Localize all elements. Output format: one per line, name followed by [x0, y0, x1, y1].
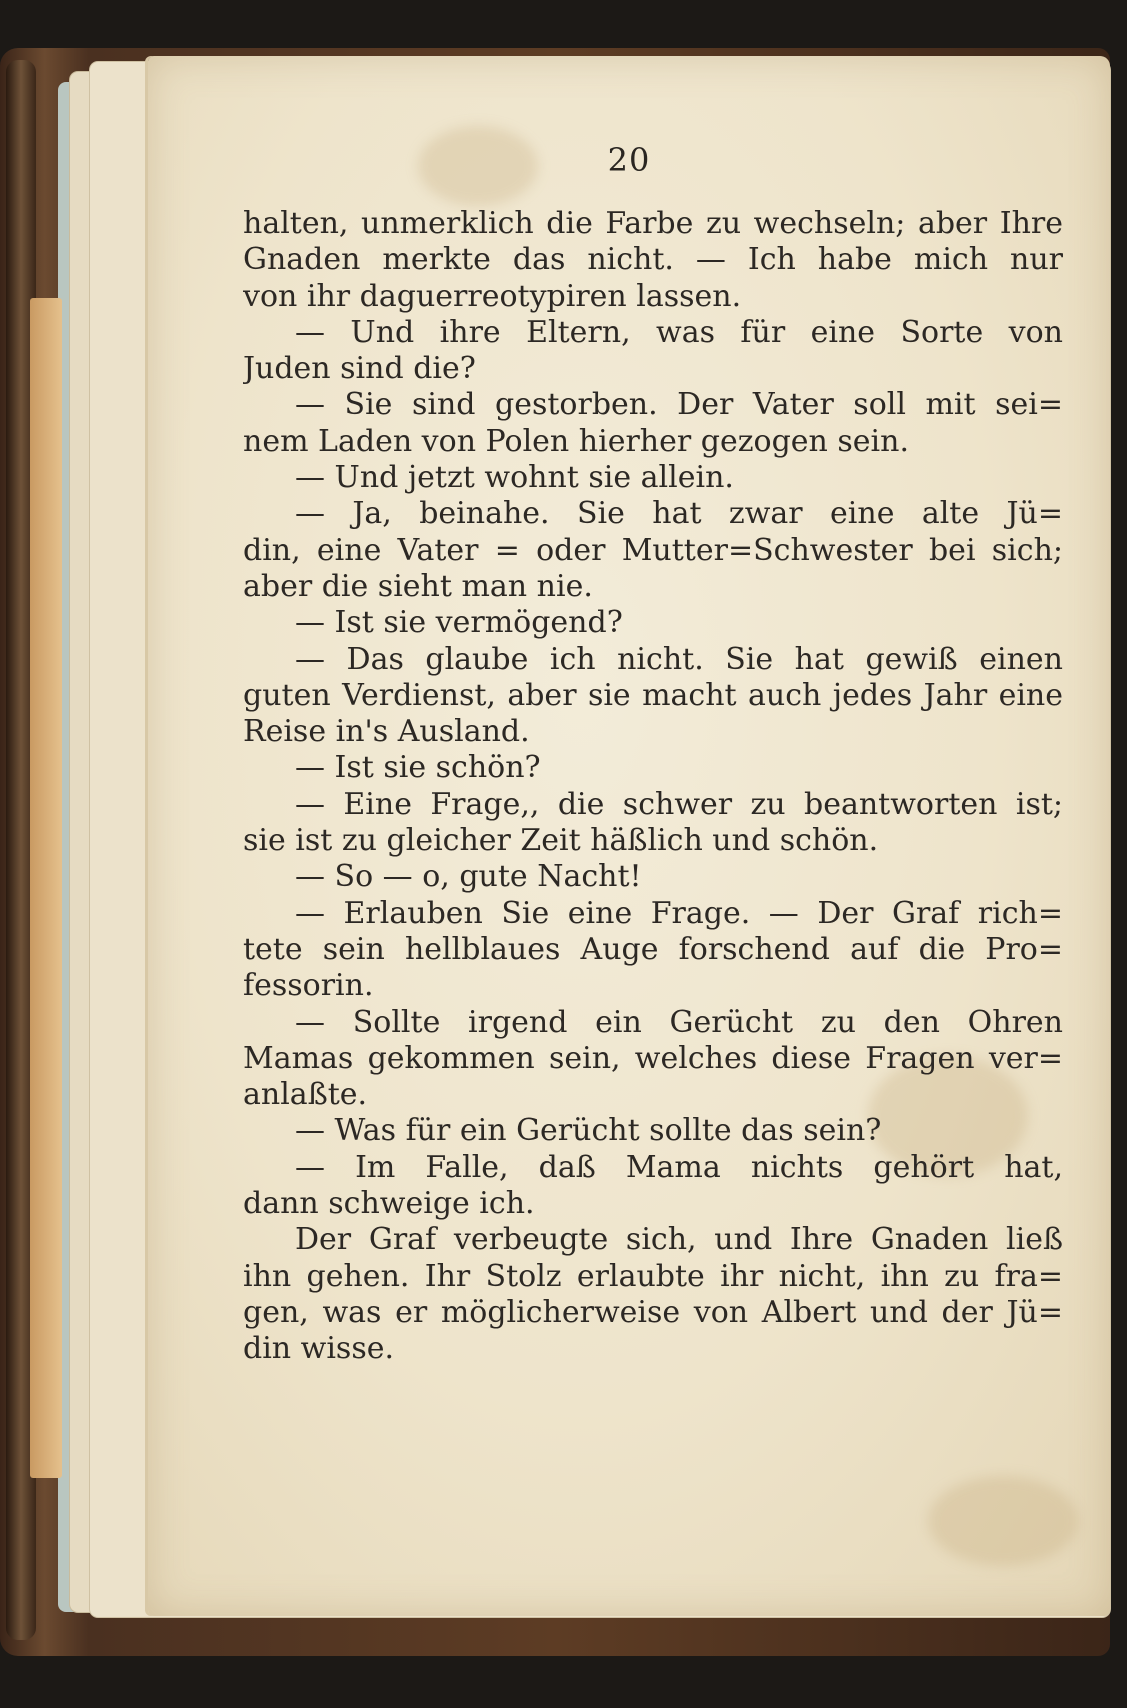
paper-stain — [928, 1476, 1078, 1566]
text-line: — Ja, beinahe. Sie hat zwar eine alte Jü= — [295, 496, 1063, 532]
text-line: — Ist sie schön? — [295, 750, 541, 786]
text-line: — Eine Frage,, die schwer zu beantworten ist; — [295, 786, 1063, 822]
text-line: — Sollte irgend ein Gerücht zu den Ohren — [295, 1004, 1063, 1040]
text-line: Der Graf verbeugte sich, und Ihre Gnaden ließ — [295, 1222, 1063, 1258]
text-line: — So — o, gute Nacht! — [295, 859, 642, 895]
text-line: — Erlauben Sie eine Frage. — Der Graf rich= — [295, 895, 1063, 931]
text-line: dann schweige ich. — [243, 1186, 535, 1222]
text-line: tete sein hellblaues Auge forschend auf die Pro= — [243, 931, 1063, 967]
text-line: Mamas gekommen sein, welches diese Fragen ver= — [243, 1040, 1063, 1076]
text-line: nem Laden von Polen hierher gezogen sein. — [243, 423, 909, 459]
text-line: sie ist zu gleicher Zeit häßlich und schön. — [243, 823, 879, 859]
text-line: gen, was er möglicherweise von Albert und der Jü= — [243, 1294, 1063, 1330]
text-line: din, eine Vater = oder Mutter=Schwester bei sich; — [243, 532, 1063, 568]
text-line: anlaßte. — [243, 1077, 368, 1113]
text-line: — Und jetzt wohnt sie allein. — [295, 460, 734, 496]
text-line: — Was für ein Gerücht sollte das sein? — [295, 1113, 882, 1149]
body-text — [243, 206, 1063, 1368]
text-line: — Im Falle, daß Mama nichts gehört hat, — [295, 1149, 1063, 1185]
text-line: halten, unmerklich die Farbe zu wechseln; aber Ihre — [243, 206, 1063, 241]
text-line: — Und ihre Eltern, was für eine Sorte von — [295, 314, 1063, 350]
page-number: 20 — [607, 141, 651, 179]
text-line: aber die sieht man nie. — [243, 568, 593, 604]
text-line: Reise in's Ausland. — [243, 714, 530, 750]
text-line: — Sie sind gestorben. Der Vater soll mit sei= — [295, 387, 1063, 423]
text-line: Juden sind die? — [243, 351, 476, 387]
page-edge-strip — [30, 298, 62, 1478]
text-line: Gnaden merkte das nicht. — Ich habe mich nur — [243, 242, 1063, 278]
text-line: von ihr daguerreotypiren lassen. — [243, 278, 742, 314]
text-line: — Das glaube ich nicht. Sie hat gewiß einen — [295, 641, 1063, 677]
book-page — [148, 56, 1110, 1616]
text-line: ihn gehen. Ihr Stolz erlaubte ihr nicht, ihn zu fra= — [243, 1258, 1063, 1294]
text-line: fessorin. — [243, 968, 374, 1004]
text-line: guten Verdienst, aber sie macht auch jedes Jahr eine — [243, 677, 1063, 713]
text-line: din wisse. — [243, 1331, 395, 1367]
text-line: — Ist sie vermögend? — [295, 605, 623, 641]
